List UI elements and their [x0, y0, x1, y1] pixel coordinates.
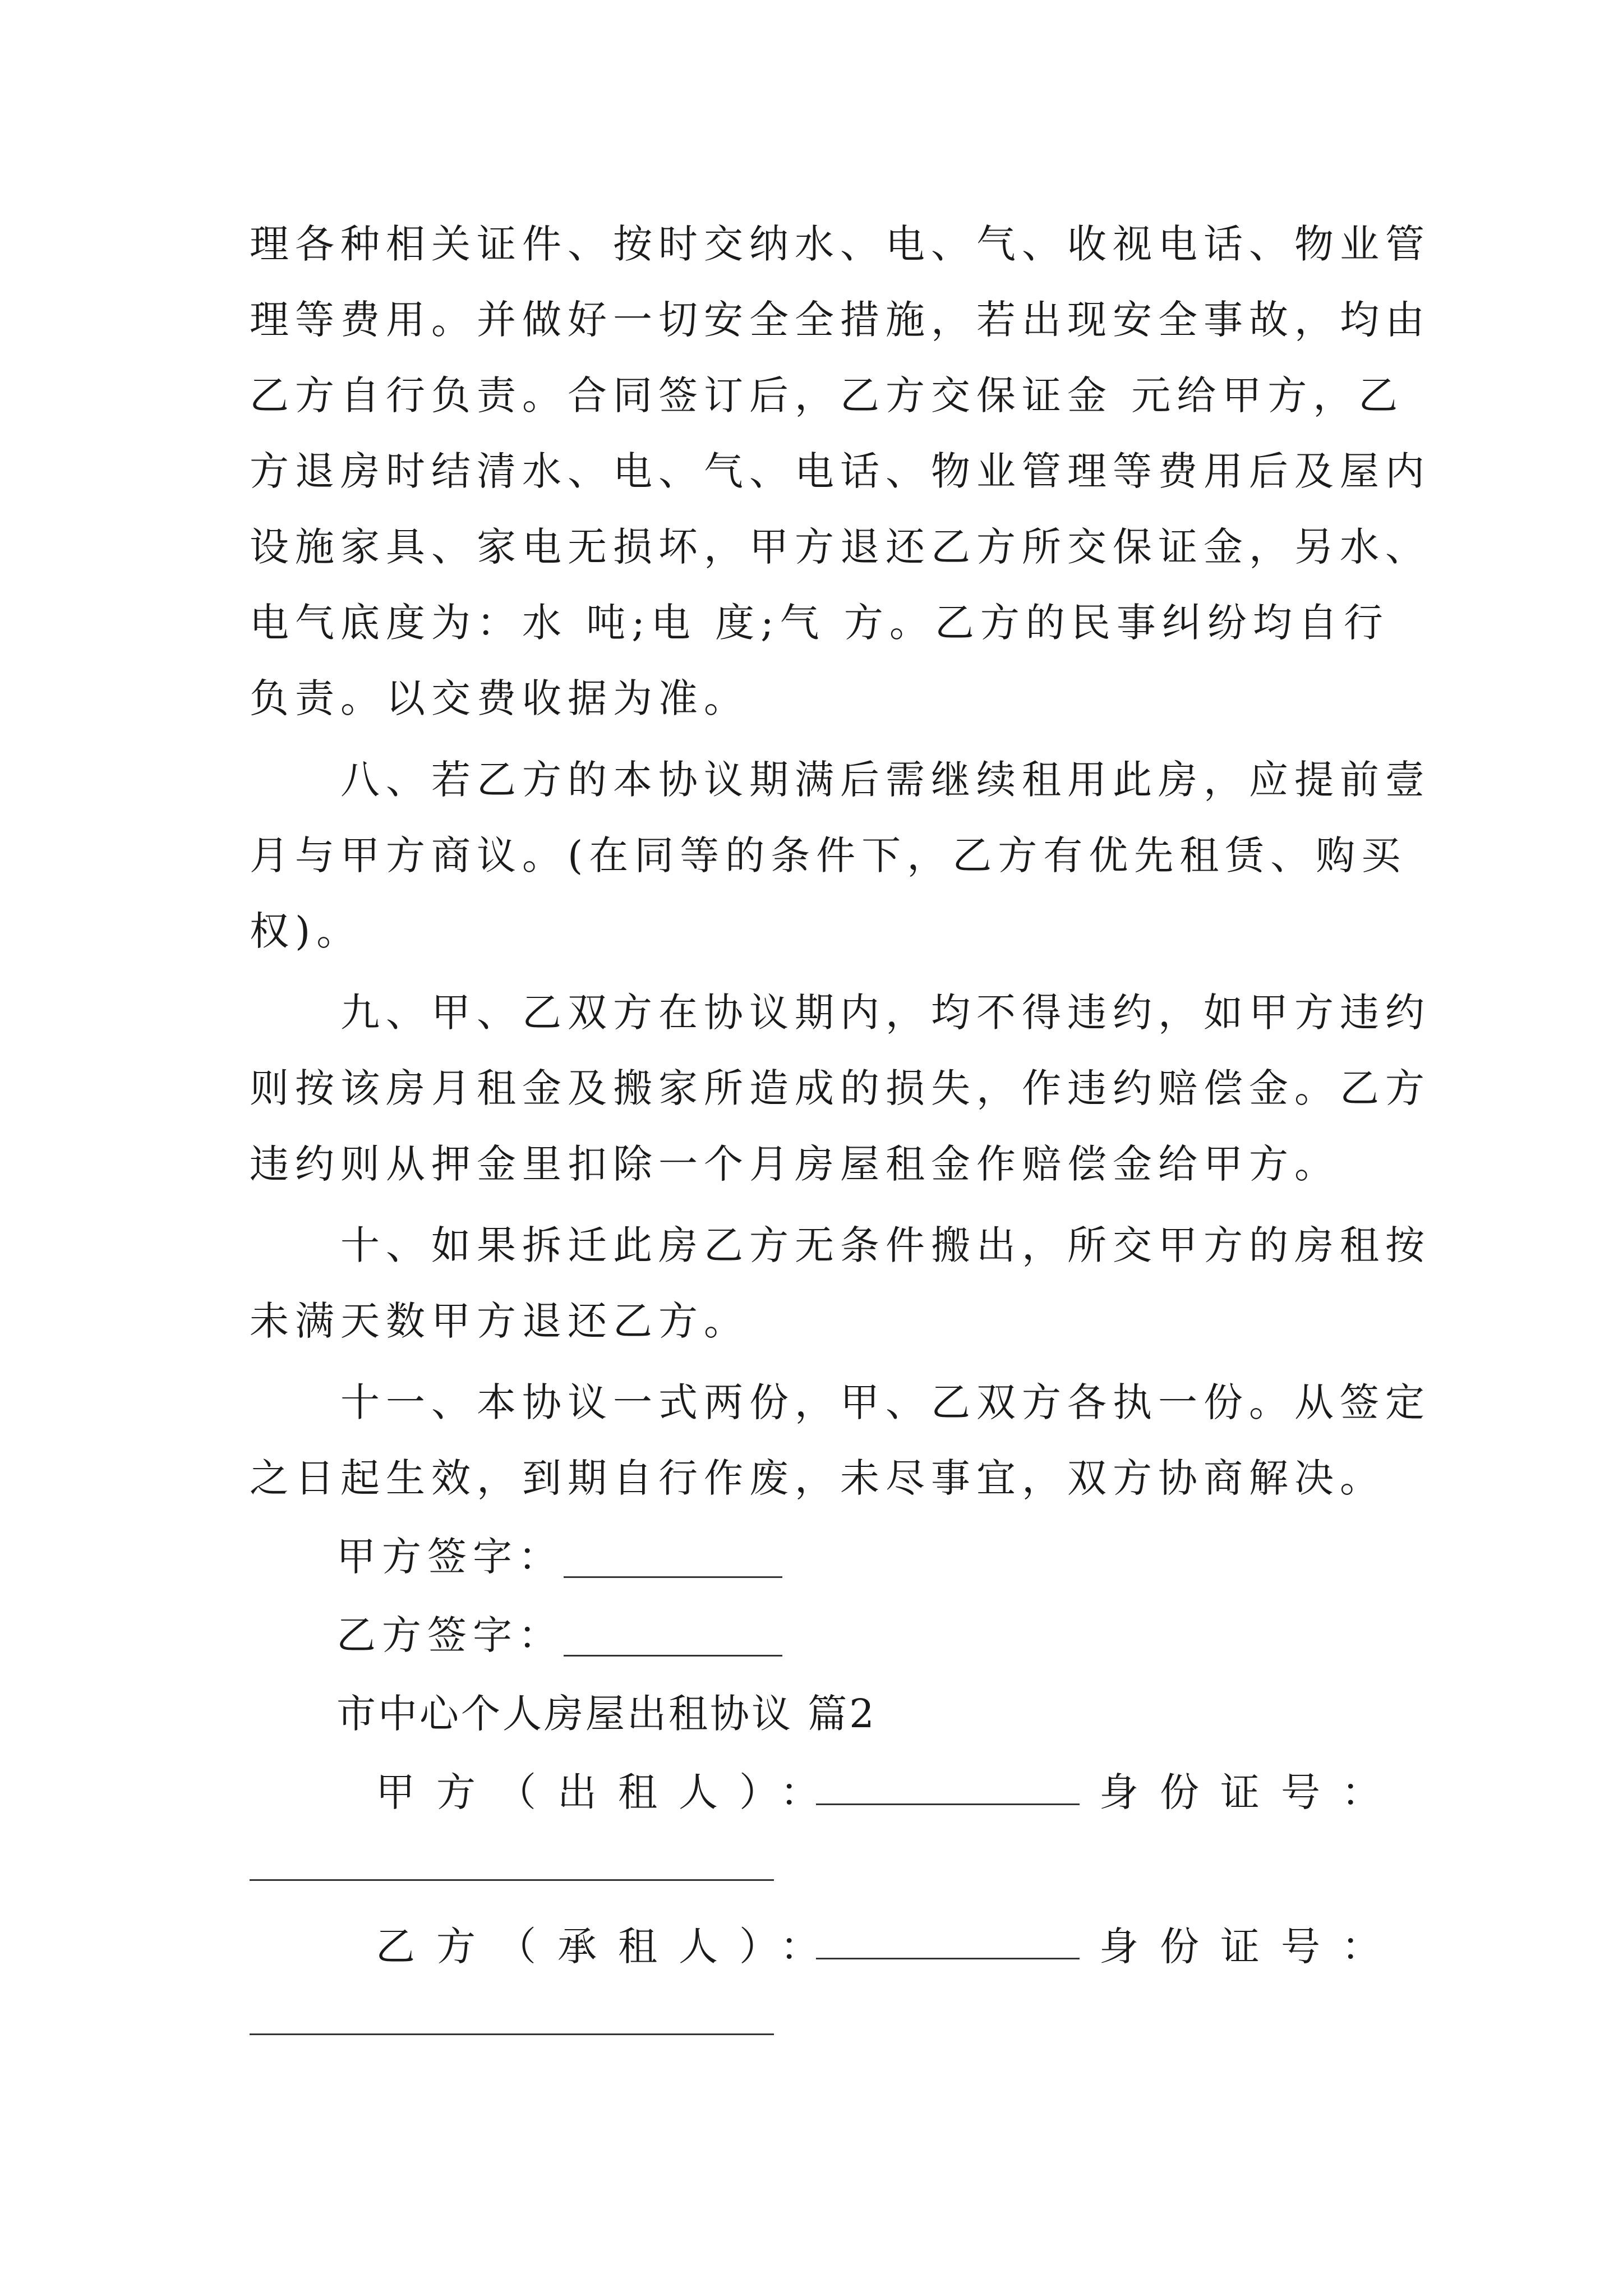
signature-b [336, 1612, 782, 1658]
body-line: 违约则从押金里扣除一个月房屋租金作赔偿金给甲方。 [250, 1141, 1340, 1187]
body-line: 之日起生效，到期自行作废，未尽事宜，双方协商解决。 [250, 1455, 1385, 1501]
body-line: 十、如果拆迁此房乙方无条件搬出，所交甲方的房租按 [250, 1222, 1431, 1268]
body-line: 设施家具、家电无损坏，甲方退还乙方所交保证金，另水、 [250, 524, 1431, 570]
body-line: 未满天数甲方退还乙方。 [250, 1298, 749, 1344]
party-a-label: 甲方（出租人）： [376, 1769, 841, 1815]
signature-a-label: 甲方签字： [336, 1534, 564, 1580]
party-b-id-field[interactable] [250, 2033, 774, 2035]
body-line: 权)。 [250, 908, 362, 954]
party-b-label: 乙方（承租人）： [376, 1924, 841, 1970]
section-title: 市中心个人房屋出租协议 篇2 [336, 1691, 877, 1737]
body-line: 九、甲、乙双方在协议期内，均不得违约，如甲方违约 [250, 990, 1431, 1036]
body-line: 电气底度为：水 吨;电 度;气 方。乙方的民事纠纷均自行 [250, 600, 1389, 646]
party-a-id-label: 身份证号： [1099, 1769, 1402, 1815]
signature-a-field[interactable] [564, 1576, 782, 1578]
body-line: 月与甲方商议。(在同等的条件下，乙方有优先租赁、购买 [250, 832, 1407, 878]
body-line: 乙方自行负责。合同签订后，乙方交保证金 元给甲方，乙 [250, 372, 1404, 418]
party-b-name-field[interactable] [816, 1958, 1080, 1959]
signature-b-field[interactable] [564, 1655, 782, 1657]
signature-b-label: 乙方签字： [336, 1612, 564, 1658]
signature-a [336, 1534, 782, 1580]
body-line: 理等费用。并做好一切安全全措施，若出现安全事故，均由 [250, 297, 1431, 343]
body-line: 方退房时结清水、电、气、电话、物业管理等费用后及屋内 [250, 448, 1431, 494]
party-a-name-field[interactable] [816, 1803, 1080, 1805]
body-line: 负责。以交费收据为准。 [250, 675, 749, 721]
body-line: 理各种相关证件、按时交纳水、电、气、收视电话、物业管 [250, 221, 1431, 267]
body-line: 十一、本协议一式两份，甲、乙双方各执一份。从签定 [250, 1379, 1431, 1425]
body-line: 则按该房月租金及搬家所造成的损失，作违约赔偿金。乙方 [250, 1065, 1431, 1111]
party-b-id-label: 身份证号： [1099, 1924, 1402, 1970]
body-line: 八、若乙方的本协议期满后需继续租用此房，应提前壹 [250, 757, 1431, 803]
party-a-id-field[interactable] [250, 1879, 774, 1881]
